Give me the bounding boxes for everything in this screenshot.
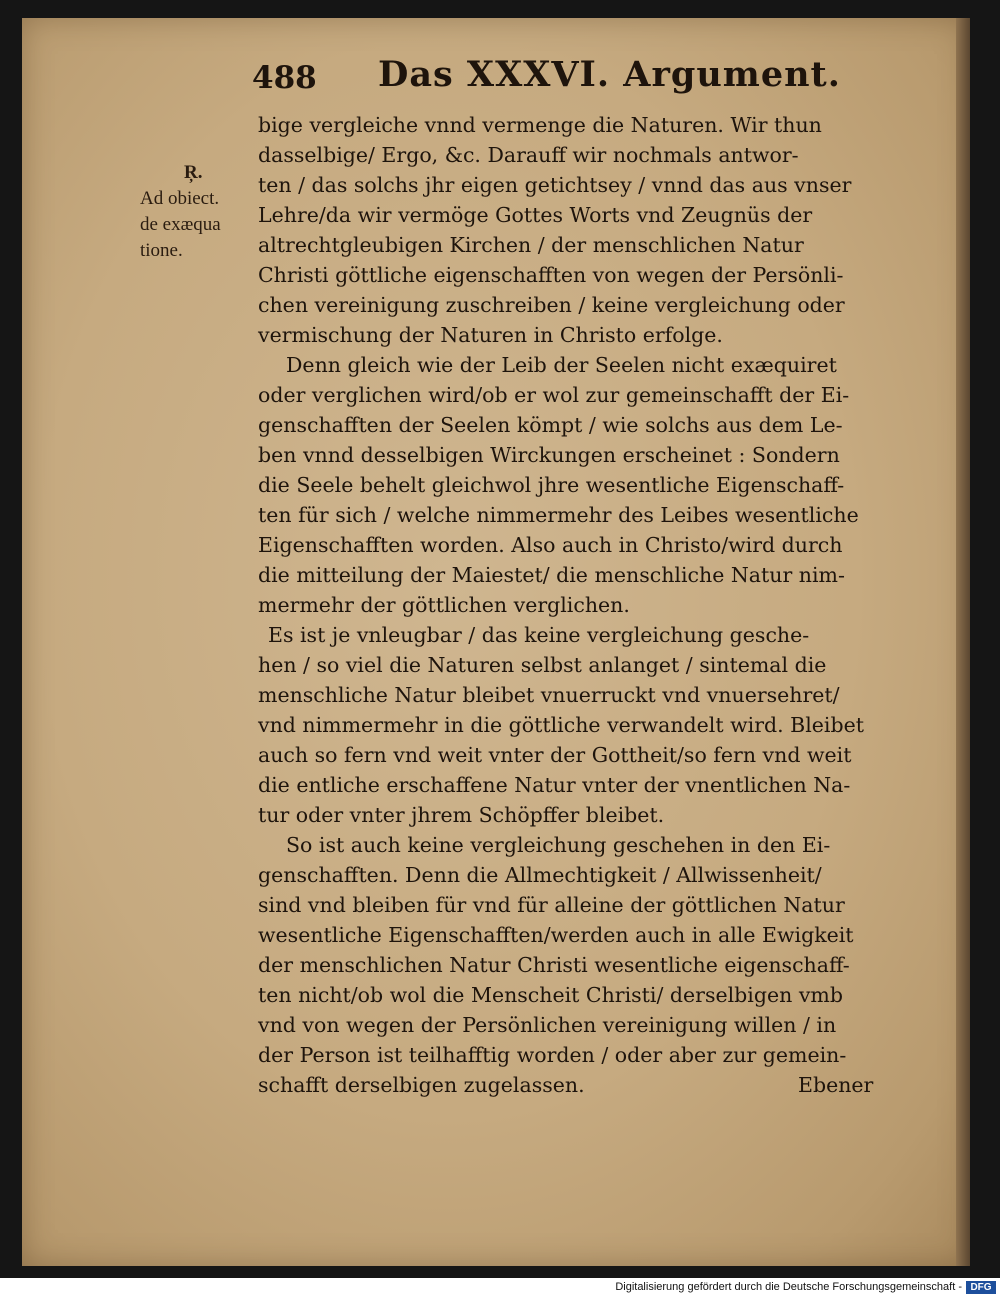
page-header <box>252 52 872 112</box>
page-number: 488 <box>252 60 317 96</box>
text-line: ben vnnd desselbigen Wirckungen erscheinet : Sondern <box>258 443 840 467</box>
text-line: ten / das solchs jhr eigen getichtsey / vnnd das aus vnser <box>258 173 852 197</box>
margin-note <box>140 160 258 264</box>
text-line: Eigenschafften worden. Also auch in Christo/wird durch <box>258 533 843 557</box>
page-edge <box>956 18 970 1266</box>
catchword: Ebener <box>798 1073 874 1097</box>
text-line: die mitteilung der Maiestet/ die menschliche Natur nim- <box>258 563 845 587</box>
text-line: bige vergleiche vnnd vermenge die Naturen. Wir thun <box>258 113 822 137</box>
text-line: tur oder vnter jhrem Schöpffer bleibet. <box>258 803 665 827</box>
text-line: genschafften. Denn die Allmechtigkeit / Allwissenheit/ <box>258 863 822 887</box>
text-line <box>258 1070 878 1100</box>
margin-note-sigil: Ŗ. <box>184 162 203 183</box>
text-line-content: schafft derselbigen zugelassen. <box>258 1073 585 1097</box>
margin-note-line: Ad obiect. <box>140 188 220 209</box>
text-line: der Person ist teilhafftig worden / oder aber zur gemein- <box>258 1043 847 1067</box>
funding-credit: Digitalisierung gefördert durch die Deutsche Forschungsgemeinschaft - <box>615 1281 962 1293</box>
text-line: wesentliche Eigenschafften/werden auch in alle Ewigkeit <box>258 923 854 947</box>
text-line: oder verglichen wird/ob er wol zur gemeinschafft der Ei- <box>258 383 850 407</box>
text-line: ten nicht/ob wol die Menscheit Christi/ derselbigen vmb <box>258 983 843 1007</box>
text-line: die entliche erschaffene Natur vnter der vnentlichen Na- <box>258 773 851 797</box>
text-line: der menschlichen Natur Christi wesentliche eigenschaff- <box>258 953 850 977</box>
footer <box>0 1278 1000 1298</box>
text-line: mermehr der göttlichen verglichen. <box>258 593 630 617</box>
running-title: Das XXXVI. Argument. <box>378 54 841 95</box>
text-line: vnd nimmermehr in die göttliche verwandelt wird. Bleibet <box>258 713 864 737</box>
text-line: sind vnd bleiben für vnd für alleine der göttlichen Natur <box>258 893 845 917</box>
text-line: ten für sich / welche nimmermehr des Leibes wesentliche <box>258 503 859 527</box>
text-line: Es ist je vnleugbar / das keine vergleichung gesche- <box>268 623 810 647</box>
text-line: Christi göttliche eigenschafften von wegen der Persönli- <box>258 263 844 287</box>
body-text <box>258 110 878 1100</box>
text-line: chen vereinigung zuschreiben / keine vergleichung oder <box>258 293 845 317</box>
text-line: genschafften der Seelen kömpt / wie solchs aus dem Le- <box>258 413 843 437</box>
text-line: Lehre/da wir vermöge Gottes Worts vnd Zeugnüs der <box>258 203 813 227</box>
text-line: dasselbige/ Ergo, &c. Darauff wir nochmals antwor- <box>258 143 799 167</box>
text-line: menschliche Natur bleibet vnuerruckt vnd vnuersehret/ <box>258 683 840 707</box>
text-line: die Seele behelt gleichwol jhre wesentliche Eigenschaff- <box>258 473 845 497</box>
text-line: So ist auch keine vergleichung geschehen in den Ei- <box>286 833 831 857</box>
text-line: auch so fern vnd weit vnter der Gottheit/so fern vnd weit <box>258 743 852 767</box>
text-line: vnd von wegen der Persönlichen vereinigung willen / in <box>258 1013 837 1037</box>
text-line: vermischung der Naturen in Christo erfolge. <box>258 323 723 347</box>
text-line: altrechtgleubigen Kirchen / der menschlichen Natur <box>258 233 804 257</box>
text-line: hen / so viel die Naturen selbst anlanget / sintemal die <box>258 653 827 677</box>
text-line: Denn gleich wie der Leib der Seelen nicht exæquiret <box>286 353 837 377</box>
margin-note-line: tione. <box>140 240 183 261</box>
margin-note-line: de exæqua <box>140 214 221 235</box>
dfg-logo: DFG <box>966 1281 996 1294</box>
